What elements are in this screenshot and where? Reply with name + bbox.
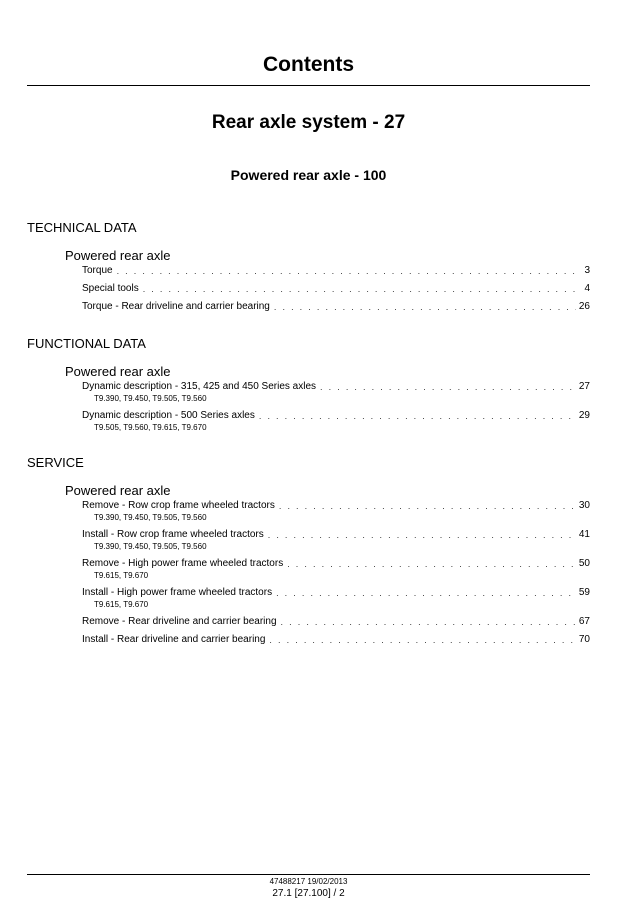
leader-dots [276,587,576,600]
toc-entry-page: 41 [578,529,590,540]
leader-dots [268,529,576,542]
model-list: T9.390, T9.450, T9.505, T9.560 [94,542,207,551]
system-title: Rear axle system - 27 [211,112,406,133]
model-list: T9.390, T9.450, T9.505, T9.560 [94,394,207,403]
toc-entry-install-high-power[interactable] [82,586,590,610]
leader-dots [259,410,576,423]
leader-dots [287,558,576,571]
toc-entry-torque[interactable] [82,264,590,278]
toc-entry-page: 3 [584,265,590,276]
model-list: T9.390, T9.450, T9.505, T9.560 [94,513,207,522]
toc-entry-label: Dynamic description - 315, 425 and 450 Series axles [82,381,317,392]
toc-entry-label: Special tools [82,283,139,294]
document-reference: 47488217 19/02/2013 [269,877,348,886]
group [65,248,590,314]
toc-entry-install-row-crop[interactable] [82,528,590,552]
toc-entry-remove-row-crop[interactable] [82,499,590,523]
section-functional-data [27,336,590,433]
toc-entry-label: Remove - High power frame wheeled tractors [82,558,284,569]
group-title: Powered rear axle [65,364,171,379]
section-title: SERVICE [27,455,84,470]
section-title: TECHNICAL DATA [27,220,137,235]
section-technical-data [27,220,590,314]
leader-dots [117,265,582,278]
toc-entry-special-tools[interactable] [82,282,590,296]
leader-dots [279,500,576,513]
model-list: T9.615, T9.670 [94,571,149,580]
header-divider [27,85,590,86]
leader-dots [143,283,582,296]
leader-dots [281,616,576,629]
toc-entry-dynamic-315[interactable] [82,380,590,404]
section-title: FUNCTIONAL DATA [27,336,146,351]
toc-entry-label: Torque - Rear driveline and carrier bearing [82,301,270,312]
leader-dots [269,634,575,647]
leader-dots [274,301,576,314]
page-number: 27.1 [27.100] / 2 [272,888,345,899]
toc-entry-page: 30 [578,500,590,511]
toc-entry-page: 4 [584,283,590,294]
toc-entry-label: Install - High power frame wheeled tractors [82,587,273,598]
toc-entry-label: Dynamic description - 500 Series axles [82,410,255,421]
group-title: Powered rear axle [65,248,171,263]
toc-entry-dynamic-500[interactable] [82,409,590,433]
footer-divider [27,874,590,875]
toc-entry-torque-driveline[interactable] [82,300,590,314]
toc-entry-page: 59 [578,587,590,598]
toc-entry-label: Remove - Row crop frame wheeled tractors [82,500,275,511]
toc-entry-remove-high-power[interactable] [82,557,590,581]
toc-entry-remove-driveline[interactable] [82,615,590,629]
toc-entry-label: Install - Row crop frame wheeled tractors [82,529,264,540]
toc-entry-page: 26 [578,301,590,312]
model-list: T9.615, T9.670 [94,600,149,609]
group [65,483,590,647]
toc-entry-page: 70 [578,634,590,645]
toc-entry-label: Install - Rear driveline and carrier bearing [82,634,266,645]
toc-entry-page: 29 [578,410,590,421]
toc-entry-page: 27 [578,381,590,392]
page-title: Contents [263,53,354,76]
group-title: Powered rear axle [65,483,171,498]
leader-dots [320,381,576,394]
model-list: T9.505, T9.560, T9.615, T9.670 [94,423,207,432]
section-service [27,455,590,647]
toc-entry-label: Remove - Rear driveline and carrier bearing [82,616,277,627]
toc-entry-page: 50 [578,558,590,569]
toc-entry-install-driveline[interactable] [82,633,590,647]
group [65,364,590,433]
subsystem-title: Powered rear axle - 100 [230,167,387,183]
toc-entry-page: 67 [578,616,590,627]
toc-entry-label: Torque [82,265,113,276]
